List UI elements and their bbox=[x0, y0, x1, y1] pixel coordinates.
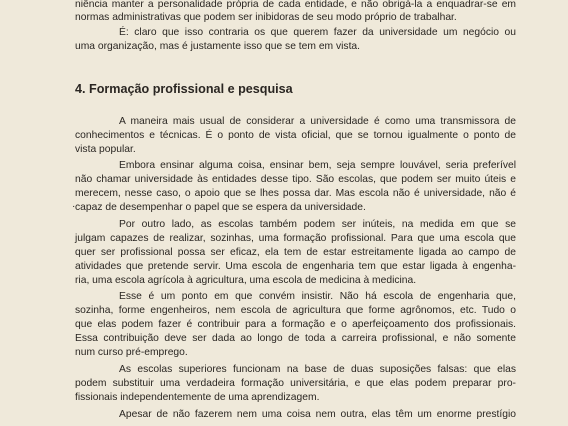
text-line: ria, uma escola agrícola à agricultura, uma escola de medicina à medicina. bbox=[75, 275, 417, 286]
text-line: sozinha, forme engenheiros, nem escola de agricultura que forme agrônomos, etc. Tudo o bbox=[75, 305, 516, 316]
text-line: fissionais independentemente de uma aprendizagem. bbox=[75, 392, 320, 403]
text-line: podem substituir uma verdadeira formação universitária, e que elas podem preparar pro- bbox=[75, 378, 516, 389]
text-line: julgam capazes de realizar, sozinhas, uma formação profissional. Para que uma escola que bbox=[75, 233, 516, 244]
text-line: Por outro lado, as escolas também podem ser inúteis, na medida em que se bbox=[119, 219, 516, 230]
text-line: quer ser profissional possa ser eficaz, ela tem de estar estreitamente ligada ao campo de bbox=[75, 247, 516, 258]
text-line: conhecimentos e técnicas. É o ponto de vista oficial, que se tornou igualmente o ponto de bbox=[75, 130, 516, 141]
text-line: Essa contribuição deve ser dada ao longo de toda a carreira profissional, e não somente bbox=[75, 333, 516, 344]
text-line: A maneira mais usual de considerar a universidade é como uma transmissora de bbox=[119, 116, 516, 127]
text-line: capaz de desempenhar o papel que se espera da universidade. bbox=[75, 202, 366, 213]
text-line: num curso pré-emprego. bbox=[75, 347, 188, 358]
text-line: vista popular. bbox=[75, 144, 136, 155]
section-heading: 4. Formação profissional e pesquisa bbox=[75, 82, 293, 96]
text-line: merecem, nesse caso, o apoio que se lhes possa dar. Mas escola não é universidade, não é bbox=[75, 188, 516, 199]
margin-mark: · bbox=[72, 201, 76, 212]
text-line: As escolas superiores funcionam na base de duas suposições falsas: que elas bbox=[119, 364, 516, 375]
text-line: não chamar universidade às entidades desse tipo. São escolas, que podem ser muito úteis e bbox=[75, 174, 516, 185]
text-line: É: claro que isso contraria os que querem fazer da universidade um negócio ou bbox=[119, 27, 516, 38]
text-line: uma organização, mas é justamente isso que se tem em vista. bbox=[75, 41, 361, 52]
text-line: atividades que pretende servir. Uma escola de engenharia tem que estar ligada à engenha- bbox=[75, 261, 516, 272]
text-line: niência manter a personalidade própria de cada entidade, e não obrigá-la a enquadrar-se em bbox=[75, 0, 516, 10]
text-line: Apesar de não fazerem nem uma coisa nem outra, elas têm um enorme prestígio bbox=[119, 409, 516, 420]
text-line: normas administrativas que podem ser inibidoras de seu modo próprio de trabalhar. bbox=[75, 12, 457, 23]
text-line: Esse é um ponto em que convém insistir. Não há escola de engenharia que, bbox=[119, 291, 516, 302]
text-line: que elas podem fazer é contribuir para a formação e o aperfeiçoamento dos profissionais. bbox=[75, 319, 516, 330]
text-line: Embora ensinar alguma coisa, ensinar bem, seja sempre louvável, seria preferível bbox=[119, 160, 516, 171]
